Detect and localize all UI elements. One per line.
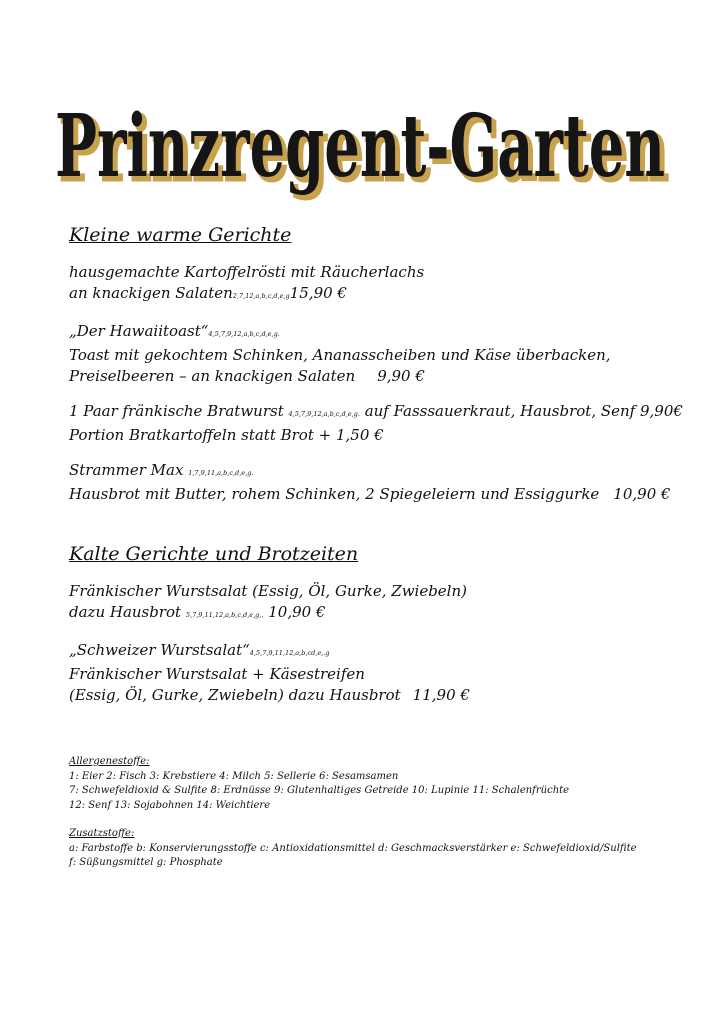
section-warm-dishes bbox=[69, 222, 689, 505]
item-text: auf Fasssauerkraut, Hausbrot, Senf 9,90€ bbox=[364, 402, 683, 420]
menu-item-bratwurst bbox=[69, 401, 689, 446]
logo-graphic bbox=[40, 88, 684, 206]
additives-legend bbox=[69, 827, 709, 871]
item-line: hausgemachte Kartoffelrösti mit Räucherlachs bbox=[69, 263, 425, 281]
menu-content bbox=[69, 222, 689, 720]
item-line: Toast mit gekochtem Schinken, Ananasscheiben und Käse überbacken, bbox=[69, 346, 611, 364]
logo-shadow-text: Prinzregent-Garten bbox=[59, 100, 669, 201]
item-text: dazu Hausbrot bbox=[69, 603, 182, 621]
item-text: (Essig, Öl, Gurke, Zwiebeln) dazu Hausbrot bbox=[69, 686, 401, 704]
menu-item-schweizer-wurstsalat bbox=[69, 640, 689, 706]
restaurant-logo bbox=[40, 88, 684, 206]
item-line bbox=[69, 366, 689, 387]
item-price: 9,90 € bbox=[377, 367, 425, 385]
item-price: 10,90 € bbox=[268, 603, 326, 621]
legend-line: a: Farbstoffe b: Konservierungsstoffe c: Antioxidationsmittel d: Geschmacksverstärker e: Schwefeldioxid/Sulfite bbox=[69, 842, 637, 854]
allergens-heading: Allergenestoffe: bbox=[69, 756, 150, 767]
item-line: Portion Bratkartoffeln statt Brot + 1,50 € bbox=[69, 426, 384, 444]
item-line bbox=[69, 460, 689, 484]
legend-line: 1: Eier 2: Fisch 3: Krebstiere 4: Milch 5: Sellerie 6: Sesamsamen bbox=[69, 770, 399, 782]
allergen-codes: 1,7,9,11,a,b,c,d,e,g. bbox=[188, 469, 254, 477]
item-line bbox=[69, 283, 689, 307]
allergen-codes: 4,5,7,9,11,12,a,b,cd,e,.g bbox=[249, 649, 330, 657]
menu-item-wurstsalat bbox=[69, 581, 689, 626]
item-line: Fränkischer Wurstsalat (Essig, Öl, Gurke, Zwiebeln) bbox=[69, 582, 467, 600]
item-line bbox=[69, 640, 689, 664]
item-price: 11,90 € bbox=[412, 686, 470, 704]
menu-item-roesti bbox=[69, 262, 689, 307]
additives-heading: Zusatzstoffe: bbox=[69, 828, 135, 839]
item-line bbox=[69, 685, 689, 706]
item-line bbox=[69, 401, 689, 425]
item-price: 15,90 € bbox=[289, 284, 347, 302]
item-price: 10,90 € bbox=[613, 485, 671, 503]
legend-line: 7: Schwefeldioxid & Sulfite 8: Erdnüsse 9: Glutenhaltiges Getreide 10: Lupinie 11: Schalenfrüchte bbox=[69, 785, 570, 796]
item-line bbox=[69, 484, 689, 505]
allergen-codes: 5,7,9,11,12,a,b,c,d,e,g,. bbox=[185, 611, 264, 619]
legend bbox=[69, 755, 709, 885]
item-line bbox=[69, 602, 689, 626]
logo-main-text: Prinzregent-Garten bbox=[55, 96, 665, 197]
item-line: Fränkischer Wurstsalat + Käsestreifen bbox=[69, 665, 365, 683]
item-line bbox=[69, 321, 689, 345]
allergen-codes: 4,5,7,9,12,a,b,c,d,e,g. bbox=[288, 410, 360, 418]
item-name: „Der Hawaiitoast“ bbox=[69, 322, 209, 340]
item-name: Strammer Max bbox=[69, 461, 184, 479]
section-cold-dishes bbox=[69, 541, 689, 706]
item-text: an knackigen Salaten bbox=[69, 284, 233, 302]
allergens-legend bbox=[69, 755, 709, 813]
menu-item-strammer-max bbox=[69, 460, 689, 505]
allergen-codes: 4,5,7,9,12,a,b,c,d,e,g. bbox=[208, 330, 280, 338]
item-text: Hausbrot mit Butter, rohem Schinken, 2 Spiegeleiern und Essiggurke bbox=[69, 485, 600, 503]
legend-line: 12: Senf 13: Sojabohnen 14: Weichtiere bbox=[69, 799, 271, 811]
menu-item-hawaiitoast bbox=[69, 321, 689, 387]
item-name: 1 Paar fränkische Bratwurst bbox=[69, 402, 284, 420]
section-title: Kleine warme Gerichte bbox=[69, 224, 292, 246]
section-title: Kalte Gerichte und Brotzeiten bbox=[69, 543, 359, 565]
legend-line: f: Süßungsmittel g: Phosphate bbox=[69, 857, 223, 868]
allergen-codes: 2,7,12,a,b,c,d,e,g bbox=[232, 292, 290, 300]
item-text: Preiselbeeren – an knackigen Salaten bbox=[69, 367, 356, 385]
item-name: „Schweizer Wurstsalat“ bbox=[69, 641, 250, 659]
